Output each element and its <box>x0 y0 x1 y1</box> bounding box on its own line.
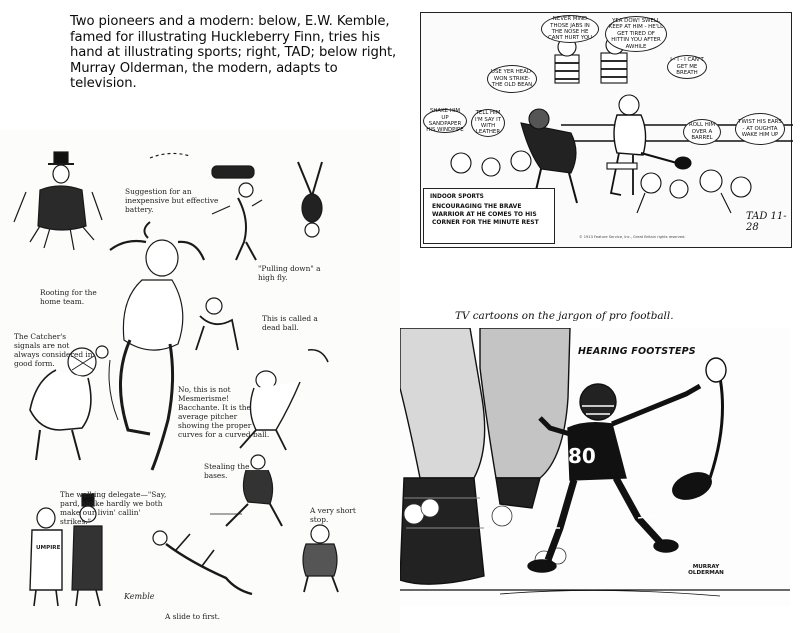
caption-rooting: Rooting for the home team. <box>40 288 97 306</box>
tad-cartoon <box>420 12 792 248</box>
bubble-twist-his: TWIST HIS EARS - AT OUGHTA WAKE HIM UP <box>735 113 785 145</box>
indoor-sports-heading: INDOOR SPORTS <box>430 194 484 200</box>
bubble-yea-dow: YEA DOW! SWELL KEEP AT HIM - HE'LL GET TIRED OF HITTIN YOU AFTER AWHILE <box>605 16 667 52</box>
bubble-never-mind: NEVER MIND THOSE JABS IN THE NOSE HE CANT HURT YOU <box>541 15 599 43</box>
indoor-sports-body: ENCOURAGING THE BRAVE WARRIOR AT HE COMES TO HIS CORNER FOR THE MINUTE REST <box>432 203 539 226</box>
olderman-cartoon <box>400 328 790 606</box>
caption-suggestion: Suggestion for an inexpensive but effective battery. <box>125 187 219 214</box>
hearing-footsteps-title: HEARING FOOTSTEPS <box>578 346 696 357</box>
olderman-signature: MURRAY OLDERMAN <box>688 564 724 577</box>
slide-to-first-figure <box>153 531 252 594</box>
tv-caption: TV cartoons on the jargon of pro football. <box>455 310 674 322</box>
trainers <box>521 36 627 203</box>
caption-slide: A slide to first. <box>165 612 221 621</box>
bubble-roll-him: ROLL HIM OVER A BARREL <box>683 119 721 145</box>
bubble-cant-get: I - I - I CAN'T GET ME BREATH <box>667 55 707 79</box>
football <box>669 358 726 504</box>
caption-no-this: No, this is not Mesmerisme! Bacchante. It is the average pitcher showing the proper curves for a curved ball. <box>178 385 270 439</box>
kemble-illustration-sheet <box>0 130 400 633</box>
tad-signature: TAD 11-28 <box>746 211 787 233</box>
caption-dead-ball: This is called a dead ball. <box>262 314 318 332</box>
short-stop-figure <box>303 525 338 592</box>
caption-walking-delegate: The walking delegate—"Say, pard, shake hardly we both make our livin' callin' strikes." <box>60 490 167 526</box>
caption-pulling-down: "Pulling down" a high fly. <box>258 264 321 282</box>
kemble-signature: Kemble <box>124 592 155 601</box>
high-fly-figure <box>298 162 322 237</box>
bubble-use-yer: USE YER HEAD-WON STRIKE-THE OLD BEAN <box>487 65 537 93</box>
caption-short-stop: A very short stop. <box>310 506 356 524</box>
tad-copyright: © 1913 Feature Service, Inc., Great Britain rights reserved. <box>579 235 686 239</box>
uncle-sam-figure <box>14 152 102 250</box>
bubble-tell-him: TELL HIM I'M SAY IT WITH LEATHER <box>471 109 505 137</box>
indoor-sports-box <box>423 188 555 244</box>
caption-stealing: Stealing the bases. <box>204 462 250 480</box>
jersey-number: 80 <box>568 444 596 468</box>
caption-catcher: The Catcher's signals are not always considered in good form. <box>14 332 93 368</box>
bubble-shake-him: SHAKE HIM UP SANDPAPER HIS WINDPIPE <box>423 109 467 133</box>
giant-legs <box>400 328 570 584</box>
catcher-right-figure <box>196 298 238 350</box>
page-caption: Two pioneers and a modern: below, E.W. Kemble, famed for illustrating Huckleberry Finn, tries his hand at illustrating sports; right, TAD; below right, Murray Olderman, the modern, adapts to television. <box>70 14 397 91</box>
umpire-sign: UMPIRE <box>36 545 61 551</box>
